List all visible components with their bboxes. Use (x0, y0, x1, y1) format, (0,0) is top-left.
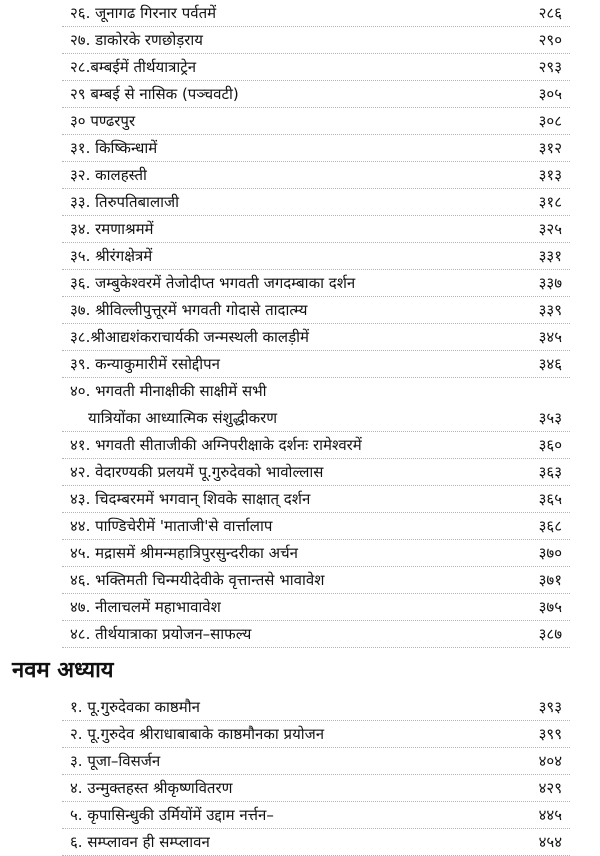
toc-entry-title: ३० पण्ढरपुर (70, 112, 136, 130)
toc-entry[interactable] (62, 54, 570, 81)
toc-entry-page: २९३ (538, 58, 562, 76)
toc-entry-page: ३७० (538, 544, 562, 562)
toc-entry-title: ३५. श्रीरंगक्षेत्रमें (70, 247, 153, 265)
toc-entry-title: ३७. श्रीविल्लीपुत्तूरमें भगवती गोदासे तादात्म्य (70, 301, 308, 319)
toc-entry-page: ३०५ (538, 85, 562, 103)
toc-entry-page: ३९३ (538, 698, 562, 716)
toc-entry-title: ४४. पाण्डिचेरीमें 'माताजी'से वार्त्तालाप (70, 517, 273, 535)
toc-entry[interactable] (62, 802, 570, 829)
toc-entry-title: ३२. कालहस्ती (70, 166, 147, 184)
toc-entry[interactable] (62, 270, 570, 297)
toc-entry[interactable] (62, 459, 570, 486)
toc-entry-multiline-cont[interactable] (62, 405, 570, 432)
toc-entry-title: ३६. जम्बुकेश्वरमें तेजोदीप्त भगवती जगदम्बाका दर्शन (70, 274, 356, 292)
toc-entry[interactable] (62, 594, 570, 621)
toc-entry-title: ३४. रमणाश्रममें (70, 220, 154, 238)
toc-entry-page: ३६८ (538, 517, 562, 535)
toc-entry-page: ३२५ (538, 220, 562, 238)
toc-entry-page: ३८७ (538, 625, 562, 643)
toc-entry[interactable] (62, 0, 570, 27)
toc-entry-title: ४. उन्मुक्तहस्त श्रीकृष्णवितरण (70, 779, 233, 797)
toc-entry[interactable] (62, 748, 570, 775)
toc-entry[interactable] (62, 540, 570, 567)
toc-entry-page: ३१३ (538, 166, 562, 184)
toc-entry-title: ४२. वेदारण्यकी प्रलयमें पू.गुरुदेवको भावोल्लास (70, 463, 324, 481)
toc-entry[interactable] (62, 694, 570, 721)
toc-entry-title-cont: यात्रियोंका आध्यात्मिक संशुद्धीकरण (88, 409, 278, 427)
toc-entry-title: २८.बम्बईमें तीर्थयात्राट्रेन (70, 58, 197, 76)
toc-entry-title: ४८. तीर्थयात्राका प्रयोजन–साफल्य (70, 625, 252, 643)
toc-entry-title: ५. कृपासिन्धुकी उर्मियोंमें उद्दाम नर्त्तन– (70, 806, 274, 824)
toc-entry[interactable] (62, 297, 570, 324)
toc-entry[interactable] (62, 243, 570, 270)
toc-entry-title: ३८.श्रीआद्यशंकराचार्यकी जन्मस्थली कालड़ीमें (70, 328, 309, 346)
toc-entry[interactable] (62, 775, 570, 802)
toc-entry[interactable] (62, 432, 570, 459)
chapter-heading (0, 654, 600, 690)
toc-entry-page: ३६३ (538, 463, 562, 481)
toc-entry[interactable] (62, 27, 570, 54)
toc-entry[interactable] (62, 216, 570, 243)
toc-entry[interactable] (62, 351, 570, 378)
toc-entry-title: २. पू.गुरुदेव श्रीराधाबाबाके काष्ठमौनका प्रयोजन (70, 725, 325, 743)
toc-entry-title: १. पू.गुरुदेवका काष्ठमौन (70, 698, 200, 716)
toc-entry-page: २९० (538, 31, 562, 49)
chapter-heading-title: नवम अध्याय (12, 658, 114, 683)
toc-entry[interactable] (62, 486, 570, 513)
toc-entry[interactable] (62, 162, 570, 189)
toc-entry-page: ३६५ (538, 490, 562, 508)
toc-entry-title: ३९. कन्याकुमारीमें रसोद्दीपन (70, 355, 220, 373)
toc-entry-page: ३३१ (538, 247, 562, 265)
toc-entry-title: २९ बम्बई से नासिक (पञ्चवटी) (70, 85, 239, 103)
toc-entry[interactable] (62, 324, 570, 351)
toc-entry-title: ४७. नीलाचलमें महाभावावेश (70, 598, 221, 616)
toc-entry-page: ३३९ (538, 301, 562, 319)
toc-entry-page: ४५४ (538, 833, 562, 851)
toc-entry-title: ३३. तिरुपतिबालाजी (70, 193, 180, 211)
toc-entry-title: ४५. मद्रासमें श्रीमन्महात्रिपुरसुन्दरीका अर्चन (70, 544, 298, 562)
toc-entry-page: ३३७ (538, 274, 562, 292)
toc-entry[interactable] (62, 567, 570, 594)
toc-entry-page: ३७१ (538, 571, 562, 589)
toc-entry-title: ६. सम्प्लावन ही सम्प्लावन (70, 833, 210, 851)
toc-entry-title: ४१. भगवती सीताजीकी अग्निपरीक्षाके दर्शनः रामेश्वरमें (70, 436, 362, 454)
toc-entry-page: ३४५ (538, 328, 562, 346)
toc-entry[interactable] (62, 108, 570, 135)
toc-entry[interactable] (62, 621, 570, 648)
toc-entry-page: ४२९ (538, 779, 562, 797)
toc-entry-title: ३१. किष्किन्धामें (70, 139, 158, 157)
toc-entry-title: ४३. चिदम्बरममें भगवान् शिवके साक्षात् दर्शन (70, 490, 311, 508)
toc-entry-page: ३४६ (538, 355, 562, 373)
toc-entry-page: ४४५ (538, 806, 562, 824)
toc-entry-page: ३६० (538, 436, 562, 454)
toc-entry-page: ३५३ (538, 409, 562, 427)
toc-entry-page: ३१२ (538, 139, 562, 157)
toc-entry-title: ४०. भगवती मीनाक्षीकी साक्षीमें सभी (70, 382, 267, 400)
toc-entry[interactable] (62, 513, 570, 540)
toc-entry-page: ३९९ (538, 725, 562, 743)
toc-entry[interactable] (62, 829, 570, 856)
toc-entry-page: ३७५ (538, 598, 562, 616)
toc-entry-page: ३०८ (538, 112, 562, 130)
toc-entry-page: ४०४ (538, 752, 562, 770)
toc-entry-title: ३. पूजा–विसर्जन (70, 752, 161, 770)
toc-entry[interactable] (62, 189, 570, 216)
toc-entry-multiline-first[interactable] (62, 378, 570, 405)
toc-entry[interactable] (62, 135, 570, 162)
toc-entry-title: २६. जूनागढ गिरनार पर्वतमें (70, 4, 217, 22)
toc-entry[interactable] (62, 81, 570, 108)
toc-entry-title: २७. डाकोरके रणछोड़राय (70, 31, 203, 49)
toc-entry-page: २८६ (538, 4, 562, 22)
toc-entry-page: ३१८ (538, 193, 562, 211)
toc-entry-title: ४६. भक्तिमती चिन्मयीदेवीके वृत्तान्तसे भावावेश (70, 571, 325, 589)
toc-entry[interactable] (62, 721, 570, 748)
